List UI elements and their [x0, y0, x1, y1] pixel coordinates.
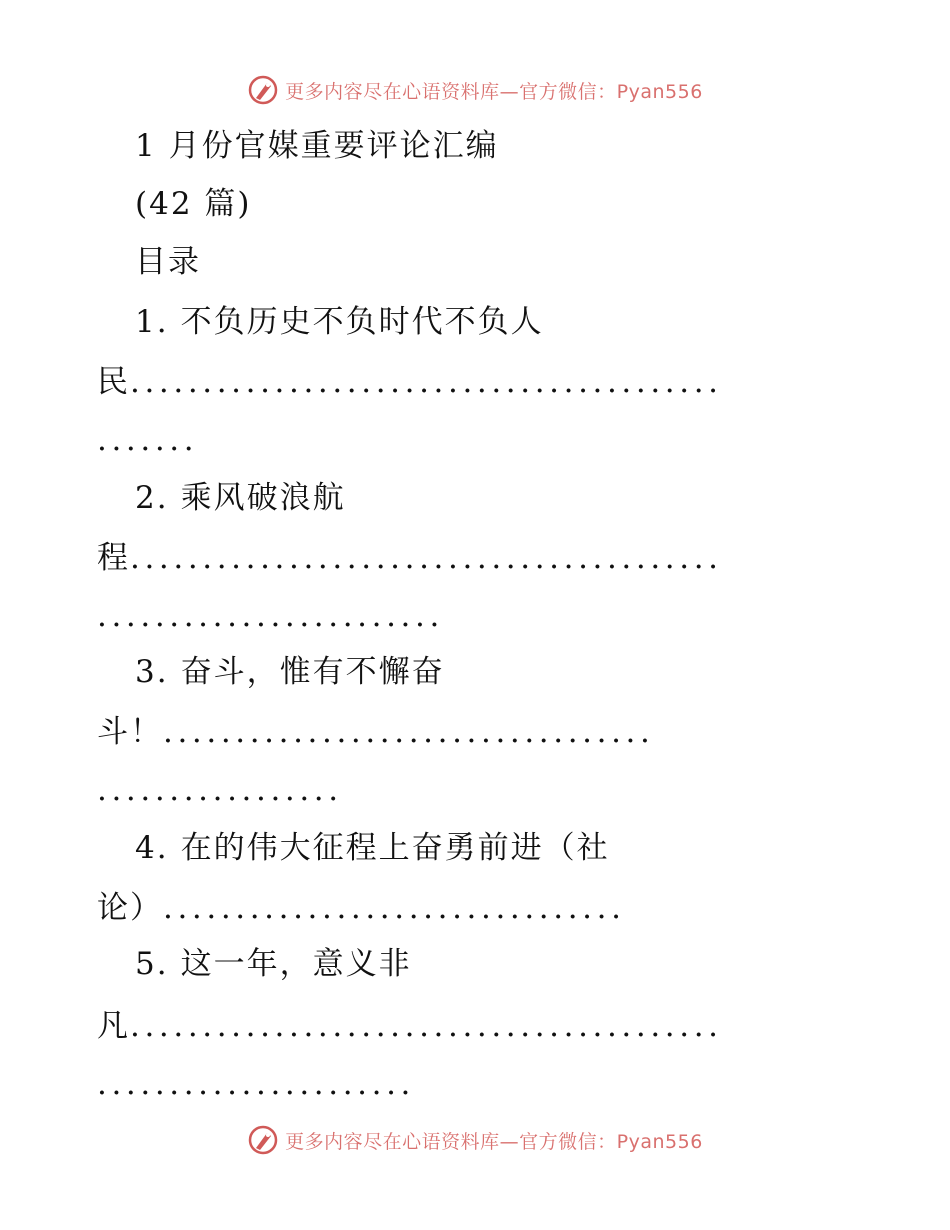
toc-entry-2-dots — [97, 596, 444, 636]
banner-text: 更多内容尽在心语资料库—官方微信：Pyan556 — [285, 80, 703, 103]
toc-entry-title: 这一年，意义非 — [180, 946, 412, 982]
toc-entry-2-tail[interactable] — [97, 538, 723, 578]
toc-leader-dots: ...................... — [97, 1066, 415, 1102]
toc-entry-title: 不负历史不负时代不负人 — [180, 304, 544, 340]
pen-logo-icon — [247, 1124, 279, 1156]
toc-entry-5-tail[interactable] — [97, 1006, 723, 1046]
toc-entry-2-head[interactable] — [135, 478, 346, 518]
banner-text: 更多内容尽在心语资料库—官方微信：Pyan556 — [285, 1130, 703, 1153]
toc-entry-1-tail[interactable] — [97, 362, 723, 402]
toc-leader-dots: ................................ — [163, 890, 626, 926]
toc-entry-title-end: 斗！ — [97, 714, 163, 750]
toc-entry-title-end: 凡 — [97, 1008, 130, 1044]
toc-entry-3-tail[interactable] — [97, 712, 654, 752]
footer-banner — [0, 1120, 950, 1160]
toc-entry-number: 2. — [135, 480, 169, 516]
toc-entry-title: 乘风破浪航 — [180, 480, 346, 516]
toc-heading: 目录 — [135, 244, 201, 280]
header-banner — [0, 70, 950, 110]
document-title: 1 月份官媒重要评论汇编 — [135, 128, 499, 164]
toc-entry-5-head[interactable] — [135, 944, 412, 984]
toc-leader-dots: .................................. — [163, 714, 655, 750]
toc-entry-title: 在的伟大征程上奋勇前进（社 — [180, 830, 610, 866]
toc-entry-4-head[interactable] — [135, 828, 610, 868]
toc-leader-dots: ....... — [97, 422, 199, 458]
toc-entry-number: 4. — [135, 830, 169, 866]
toc-entry-1-head[interactable] — [135, 302, 544, 342]
toc-entry-4-tail[interactable] — [97, 888, 626, 928]
article-count: (42 篇) — [135, 186, 252, 222]
toc-entry-number: 5. — [135, 946, 169, 982]
toc-leader-dots: ........................ — [97, 598, 444, 634]
toc-entry-title-end: 程 — [97, 540, 130, 576]
toc-entry-3-head[interactable] — [135, 652, 445, 692]
toc-entry-title: 奋斗，惟有不懈奋 — [180, 654, 445, 690]
toc-leader-dots: ......................................... — [130, 1008, 723, 1044]
pen-logo-icon — [247, 74, 279, 106]
toc-entry-number: 3. — [135, 654, 169, 690]
toc-leader-dots: ......................................... — [130, 540, 723, 576]
toc-leader-dots: ......................................... — [130, 364, 723, 400]
toc-entry-1-dots — [97, 420, 198, 460]
toc-entry-title-end: 民 — [97, 364, 130, 400]
toc-entry-5-dots — [97, 1064, 415, 1104]
toc-entry-number: 1. — [135, 304, 169, 340]
toc-leader-dots: ................. — [97, 772, 343, 808]
toc-entry-title-end: 论） — [97, 890, 163, 926]
toc-entry-3-dots — [97, 770, 343, 810]
